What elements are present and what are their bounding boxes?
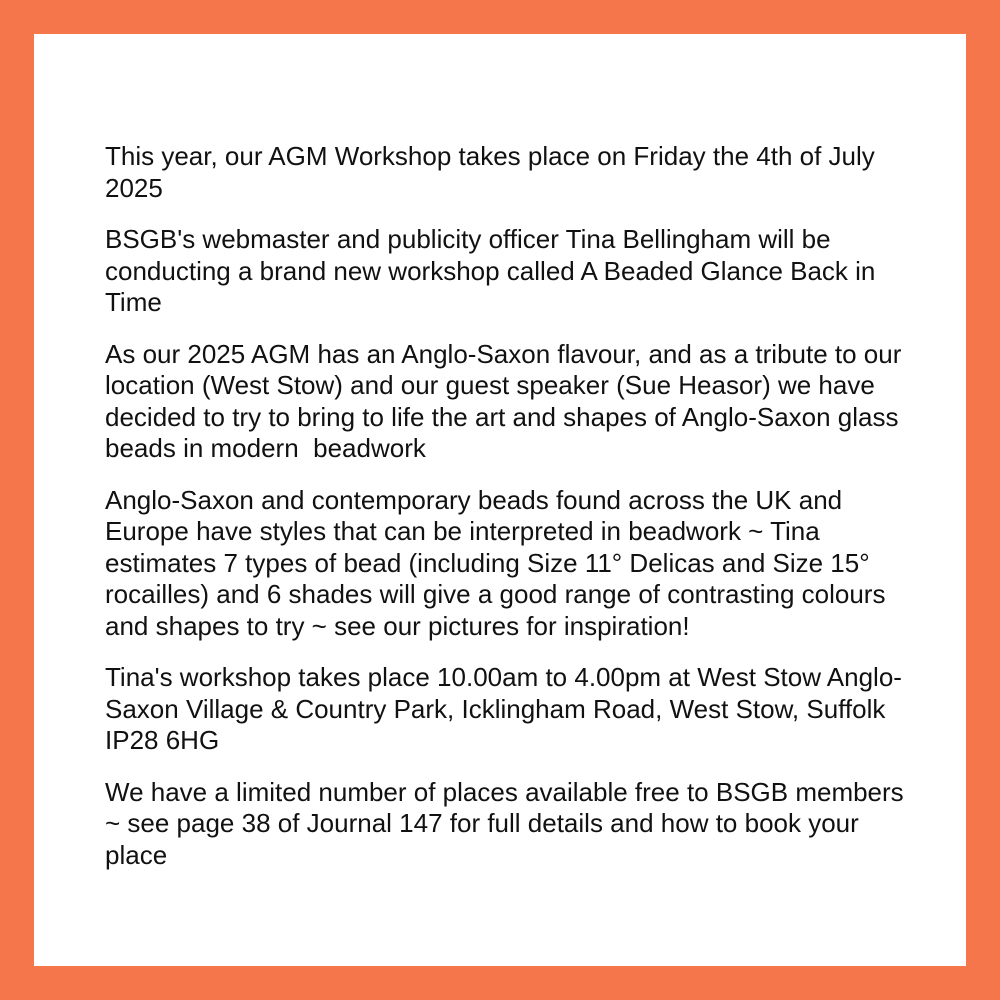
announcement-card bbox=[34, 34, 966, 966]
paragraph-venue: Tina's workshop takes place 10.00am to 4.00pm at West Stow Anglo-Saxon Village & Country Park, Icklingham Road, West Stow, Suffolk IP28 6HG bbox=[105, 662, 902, 755]
paragraph-workshop-date: This year, our AGM Workshop takes place on Friday the 4th of July 2025 bbox=[105, 141, 883, 203]
paragraph-bead-styles: Anglo-Saxon and contemporary beads found across the UK and Europe have styles that can be interpreted in beadwork ~ Tina estimates 7 types of bead (including Size 11° Delicas and Size 15° rocailles) and 6 shades will give a good range of contrasting colours and shapes to try ~ see our pictures for inspiration! bbox=[105, 484, 893, 641]
paragraph-anglo-saxon-theme: As our 2025 AGM has an Anglo-Saxon flavour, and as a tribute to our location (West Stow) and our guest speaker (Sue Heasor) we have decided to try to bring to life the art and shapes of Anglo-Saxon glass beads in modern beadwork bbox=[105, 338, 909, 463]
paragraph-booking: We have a limited number of places available free to BSGB members ~ see page 38 of Journal 147 for full details and how to book your place bbox=[105, 776, 911, 870]
announcement-text bbox=[105, 141, 915, 891]
paragraph-workshop-host: BSGB's webmaster and publicity officer Tina Bellingham will be conducting a brand new workshop called A Beaded Glance Back in Time bbox=[105, 224, 883, 317]
